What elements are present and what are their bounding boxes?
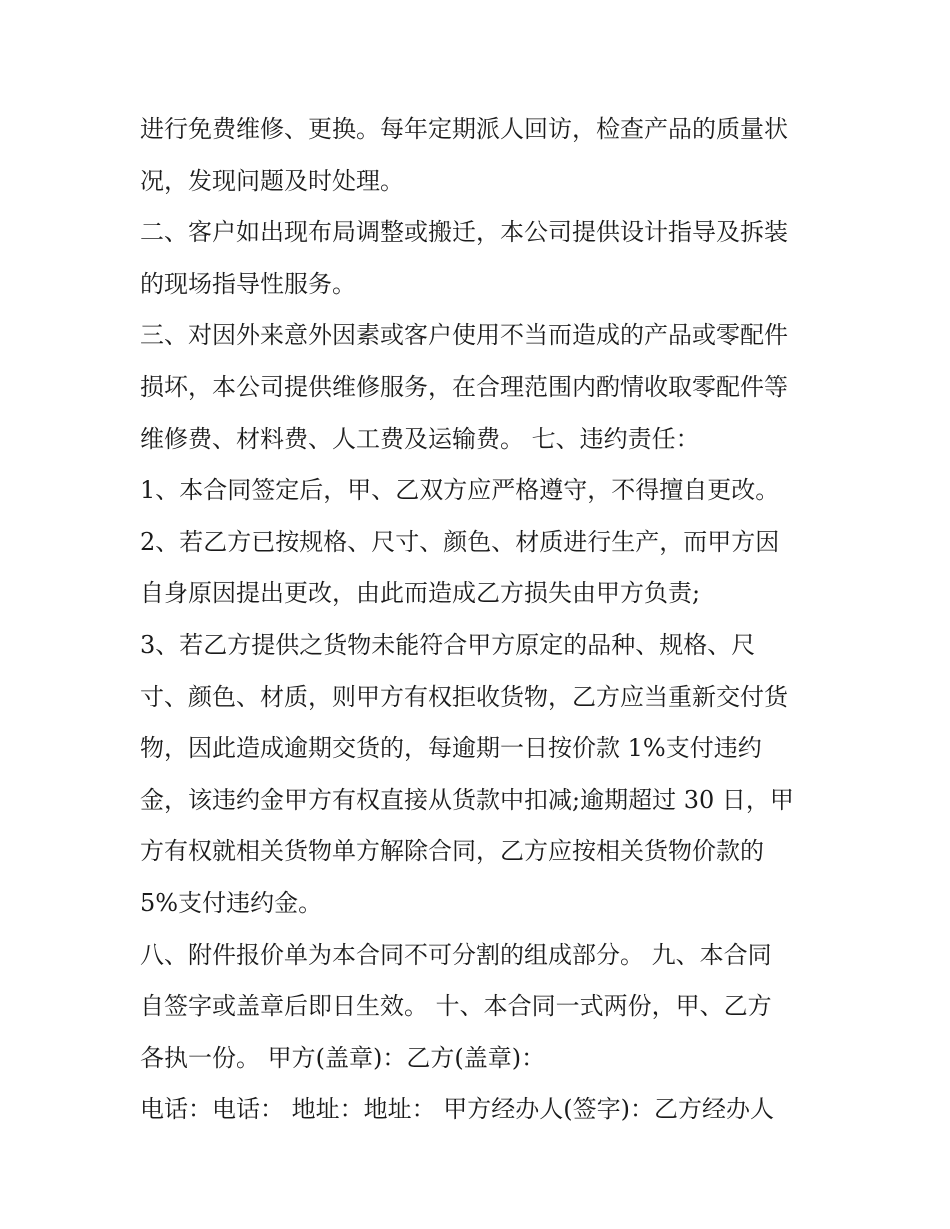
text-line: 寸、颜色、材质，则甲方有权拒收货物，乙方应当重新交付货 [140,682,788,711]
text-line: 1、本合同签定后，甲、乙双方应严格遵守，不得擅自更改。 [140,476,780,505]
text-line: 2、若乙方已按规格、尺寸、颜色、材质进行生产，而甲方因 [140,527,780,556]
text-line: 进行免费维修、更换。每年定期派人回访，检查产品的质量状 [140,115,788,143]
text-line: 自签字或盖章后即日生效。 十、本合同一式两份，甲、乙方 [140,992,772,1021]
text-line: 八、附件报价单为本合同不可分割的组成部分。 九、本合同 [140,940,772,969]
text-line: 物，因此造成逾期交货的，每逾期一日按价款 1%支付违约 [140,734,762,763]
text-line: 自身原因提出更改，由此而造成乙方损失由甲方负责; [140,579,701,608]
text-line: 三、对因外来意外因素或客户使用不当而造成的产品或零配件 [140,321,788,350]
text-line: 电话：电话： 地址：地址： 甲方经办人(签字)：乙方经办人 [140,1095,774,1124]
text-line: 的现场指导性服务。 [140,269,356,298]
text-line: 方有权就相关货物单方解除合同，乙方应按相关货物价款的 [140,837,764,866]
text-line: 金，该违约金甲方有权直接从货款中扣减;逾期超过 30 日，甲 [140,785,794,814]
text-line: 二、客户如出现布局调整或搬迁，本公司提供设计指导及拆装 [140,218,788,247]
contract-body-text [140,104,820,1136]
text-line: 维修费、材料费、人工费及运输费。 七、违约责任： [140,424,700,453]
text-line: 3、若乙方提供之货物未能符合甲方原定的品种、规格、尺 [140,630,756,659]
text-line: 损坏，本公司提供维修服务，在合理范围内酌情收取零配件等 [140,372,788,401]
text-line: 各执一份。 甲方(盖章)：乙方(盖章)： [140,1043,546,1072]
text-line: 况，发现问题及时处理。 [140,166,404,195]
text-line: 5%支付违约金。 [140,888,323,917]
